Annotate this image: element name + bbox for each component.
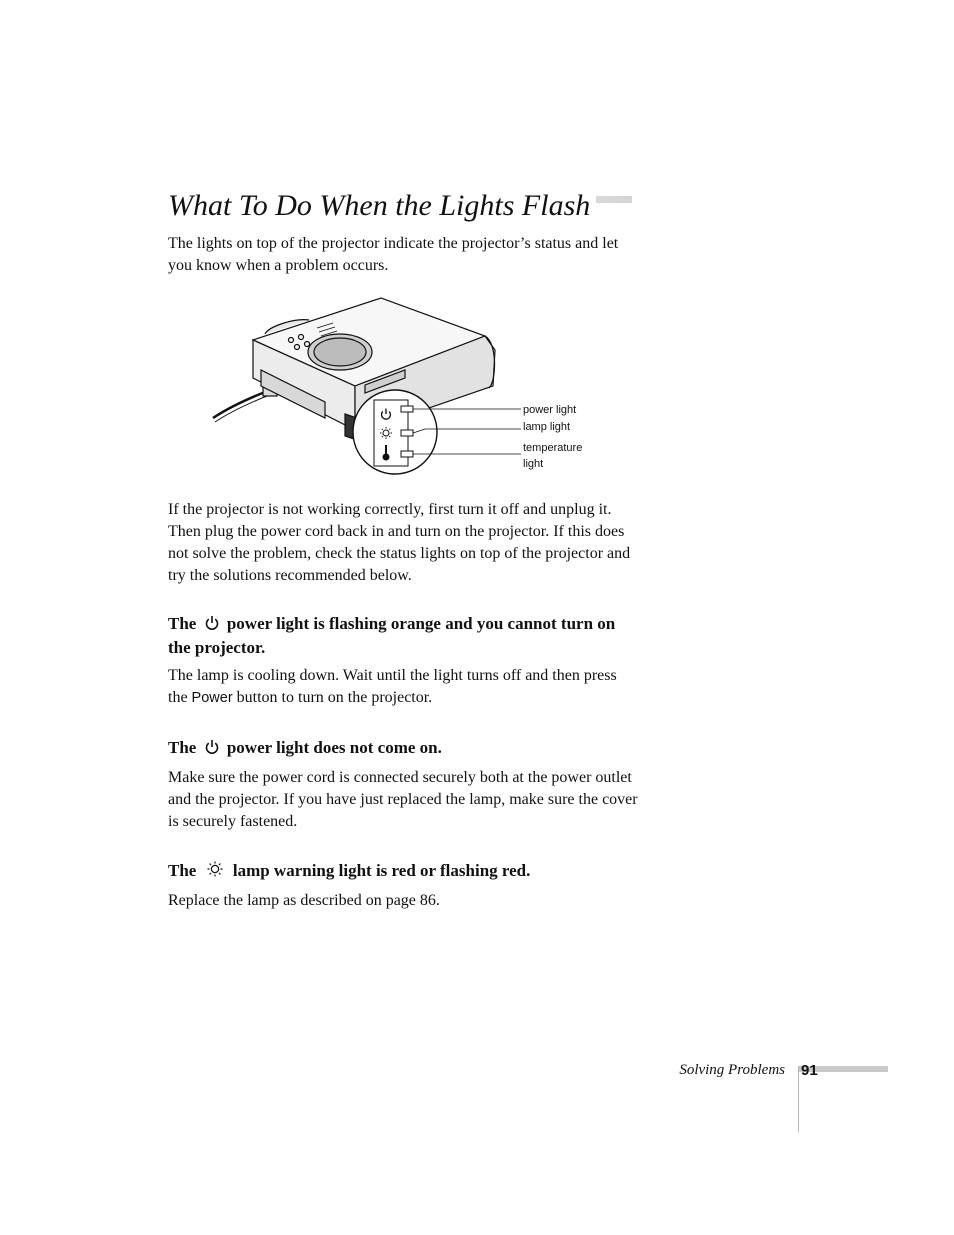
power-icon	[205, 739, 219, 761]
callout-temperature-light-2: light	[523, 458, 544, 470]
callout-lamp-light: lamp light	[523, 421, 571, 433]
section-3-heading-prefix: The	[168, 861, 197, 880]
section-3-heading	[168, 860, 638, 884]
section-2-heading-text: power light does not come on.	[226, 738, 442, 757]
page-number: 91	[801, 1062, 818, 1079]
section-2-body: Make sure the power cord is connected securely both at the power outlet and the projector. If you have just replaced the lamp, make sure the cover is securely fastened.	[168, 769, 638, 830]
section-1-body	[168, 665, 634, 709]
lamp-icon	[205, 860, 225, 884]
section-1-heading-prefix: The	[168, 614, 197, 633]
section-3-body: Replace the lamp as described on page 86.	[168, 892, 440, 909]
callout-temperature-light-1: temperature	[523, 442, 583, 454]
section-3-heading-text: lamp warning light is red or flashing red.	[232, 861, 531, 880]
projector-figure	[205, 290, 635, 480]
section-1-body-part1: The lamp is cooling down. Wait until the light turns off and then press the	[168, 667, 617, 706]
section-1-body-part2: button to turn on the projector.	[236, 689, 433, 706]
power-icon	[205, 615, 219, 637]
page-title: What To Do When the Lights Flash	[168, 186, 596, 226]
section-1-heading-text: power light is flashing orange and you cannot turn on the projector.	[168, 614, 616, 657]
footer-divider	[798, 1066, 799, 1132]
callout-power-light: power light	[523, 404, 577, 416]
footer-section-title: Solving Problems	[679, 1062, 785, 1078]
power-button-label: Power	[191, 690, 233, 706]
intro-paragraph: The lights on top of the projector indicate the projector’s status and let you know when a problem occurs.	[168, 235, 619, 274]
troubleshoot-paragraph: If the projector is not working correctly, first turn it off and unplug it. Then plug the power cord back in and turn on the projector. If this does not solve the problem, check the status lights on top of the projector and try the solutions recommended below.	[168, 501, 631, 584]
section-2-heading	[168, 737, 638, 761]
section-2-heading-prefix: The	[168, 738, 197, 757]
section-1-heading	[168, 613, 638, 659]
